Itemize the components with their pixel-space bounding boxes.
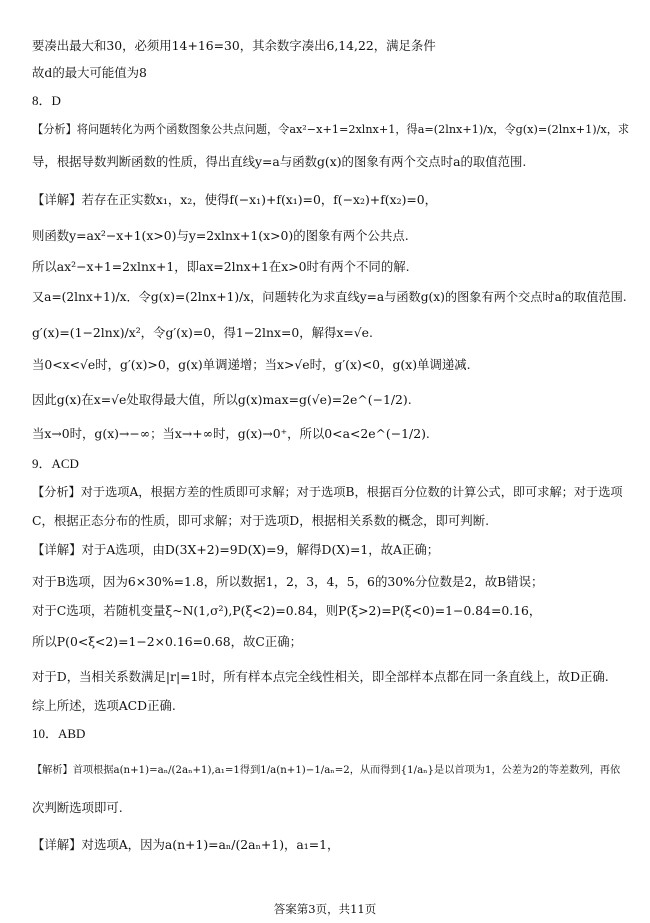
text-line: 又a=(2lnx+1)/x．令g(x)=(2lnx+1)/x，问题转化为求直线y=a与函数g(x)的图象有两个交点时a的取值范围. [32, 290, 627, 304]
text-line: 【详解】对于A选项，由D(3X+2)=9D(X)=9，解得D(X)=1，故A正确； [32, 542, 440, 557]
text-line: 当x→0时，g(x)→−∞；当x→+∞时，g(x)→0⁺，所以0<a<2e^(−1/2). [32, 426, 430, 441]
text-line: 【详解】若存在正实数x₁，x₂，使得f(−x₁)+f(x₁)=0，f(−x₂)+f(x₂)=0， [32, 192, 438, 207]
text-line: 次判断选项即可. [32, 800, 123, 815]
page-footer: 答案第3页，共11页 [273, 902, 377, 916]
answer-heading: 9．ACD [32, 456, 79, 471]
text-line: 故d的最大可能值为8 [32, 65, 147, 80]
text-line: 对于B选项，因为6×30%=1.8，所以数据1，2，3，4，5，6的30%分位数是2，故B错误； [32, 574, 544, 589]
text-line: 【详解】对选项A，因为a(n+1)=aₙ/(2aₙ+1)，a₁=1， [32, 837, 340, 852]
text-line: 导，根据导数判断函数的性质，得出直线y=a与函数g(x)的图象有两个交点时a的取值范围. [32, 154, 527, 169]
text-line: 因此g(x)在x=√e处取得最大值，所以g(x)max=g(√e)=2e^(−1/2). [32, 392, 412, 407]
answer-heading: 8．D [32, 93, 61, 108]
text-line: 当0<x<√e时，g′(x)>0，g(x)单调递增；当x>√e时，g′(x)<0，g(x)单调递减. [32, 357, 471, 372]
text-line: 所以P(0<ξ<2)=1−2×0.16=0.68，故C正确； [32, 634, 303, 649]
text-line: 【解析】首项根据a(n+1)=aₙ/(2aₙ+1),a₁=1得到1/a(n+1)−1/aₙ=2，从而得到{1/aₙ}是以首项为1，公差为2的等差数列，再依 [32, 765, 621, 776]
text-line: 则函数y=ax²−x+1(x>0)与y=2xlnx+1(x>0)的图象有两个公共点. [32, 228, 409, 243]
text-line: 【分析】将问题转化为两个函数图象公共点问题，令ax²−x+1=2xlnx+1，得a=(2lnx+1)/x，令g(x)=(2lnx+1)/x，求 [32, 123, 630, 136]
text-line: 对于D，当相关系数满足|r|=1时，所有样本点完全线性相关，即全部样本点都在同一条直线上，故D正确. [32, 669, 609, 684]
text-line: 对于C选项，若随机变量ξ~N(1,σ²),P(ξ<2)=0.84，则P(ξ>2)=P(ξ<0)=1−0.84=0.16， [32, 603, 542, 618]
text-line: C，根据正态分布的性质，即可求解；对于选项D，根据相关系数的概念，即可判断. [32, 513, 490, 528]
text-line: 【分析】对于选项A，根据方差的性质即可求解；对于选项B，根据百分位数的计算公式，即可求解；对于选项 [32, 485, 623, 499]
text-line: 所以ax²−x+1=2xlnx+1，即ax=2lnx+1在x>0时有两个不同的解. [32, 259, 410, 274]
text-line: 要凑出最大和30，必须用14+16=30，其余数字凑出6,14,22，满足条件 [32, 38, 436, 53]
text-line: g′(x)=(1−2lnx)/x²，令g′(x)=0，得1−2lnx=0，解得x=√e. [32, 325, 373, 340]
answer-heading: 10．ABD [32, 726, 86, 741]
text-line: 综上所述，选项ACD正确. [32, 698, 176, 713]
